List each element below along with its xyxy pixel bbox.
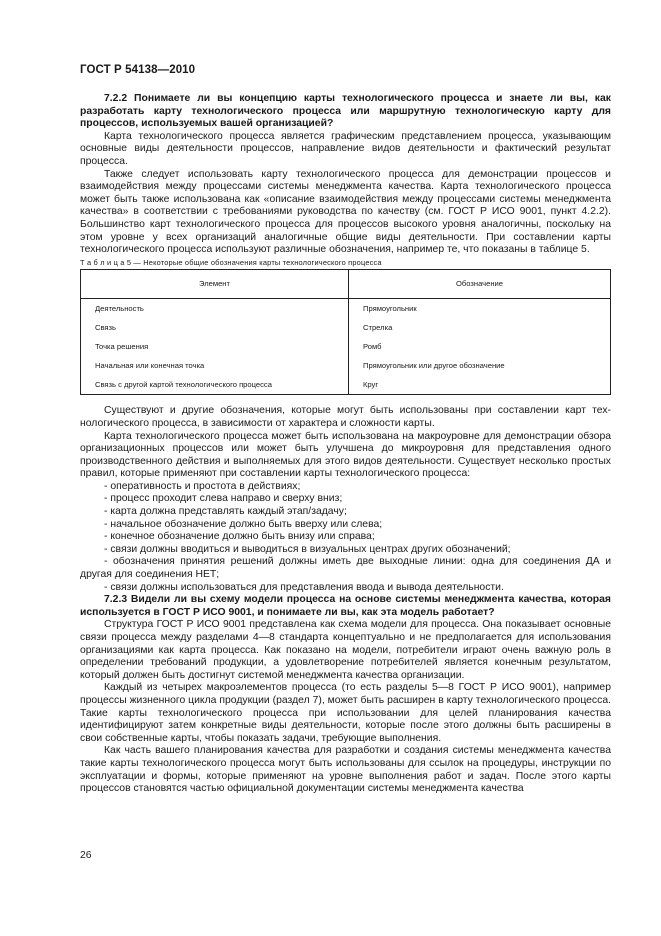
table-row <box>81 375 611 395</box>
paragraph: Карта технологического процесса может быть использована на макроуровне для демонстрации обзора организационных процессов или может быть улучшена до микроуровня для представления одного производственного действия и выполняемых для этого видов деятельности. Существует несколько простых правил, которые применяют при составлении карты технологического процесса: <box>80 430 611 480</box>
list-item: - процесс проходит слева направо и сверху вниз; <box>104 493 343 505</box>
table-row <box>81 318 611 337</box>
symbols-table <box>80 269 611 395</box>
page-number: 26 <box>80 850 92 861</box>
table-caption: Т а б л и ц а 5 — Некоторые общие обозначения карты технологического процесса <box>80 257 382 267</box>
list-item: - конечное обозначение должно быть внизу или справа; <box>104 531 375 543</box>
table-row <box>81 299 611 319</box>
paragraph: Как часть вашего планирования качества для разработки и создания системы менеджмента качества такие карты технологического процесса могут быть использованы для ссылок на процедуры, инструкции по эксплуатации и формы, которые применяют на уровне выполнения работ и задач. После этого карты процессов становятся частью официальной документации системы менеджмента качества <box>80 745 611 795</box>
paragraph: Каждый из четырех макроэлементов процесса (то есть разделы 5—8 ГОСТ Р ИСО 9001), например процессы жизненного цикла продукции (раздел 7), может быть расширен в карту технологического процесса. Такие карты технологического процесса при использовании для целей планирования качества идентифицируют затем конкретные виды деятельности, которые после этого должны быть расширены в свои собственные карты, чтобы показать задачи, требующие выполнения. <box>80 682 611 744</box>
list-item: - обозначения принятия решений должны иметь две выходные линии: одна для соединения ДА и другая для соединения НЕТ; <box>80 556 611 581</box>
paragraph: Карта технологического процесса является графическим представлением процесса, указывающим основные виды деятельности процессов, направление видов деятельности и фактический результат процесса. <box>80 130 611 167</box>
table-cell: Связь <box>81 318 349 337</box>
table-cell: Круг <box>349 375 611 395</box>
paragraph: Существуют и другие обозначения, которые могут быть использованы при составлении карт технологического процесса, в зависимости от характера и сложности карты. <box>80 405 611 429</box>
table-cell: Начальная или конечная точка <box>81 356 349 375</box>
rules-list <box>80 481 611 594</box>
section-7-2-2-heading: 7.2.2 Понимаете ли вы концепцию карты технологического процесса и знаете ли вы, как разработать карту технологического процесса или маршрутную технологическую карту для процессов, используемых вашей организацией? <box>80 93 611 130</box>
table-cell: Прямоугольник <box>349 299 611 319</box>
table-cell: Связь с другой картой технологического процесса <box>81 375 349 395</box>
table-cell: Точка решения <box>81 337 349 356</box>
table-row <box>81 337 611 356</box>
document-header: ГОСТ Р 54138—2010 <box>80 64 196 76</box>
table-header-row <box>81 270 611 299</box>
table-cell: Ромб <box>349 337 611 356</box>
table-cell: Прямоугольник или другое обозначение <box>349 356 611 375</box>
table-row <box>81 356 611 375</box>
table-cell: Стрелка <box>349 318 611 337</box>
list-item: - оперативность и простота в действиях; <box>104 480 301 492</box>
list-item: - начальное обозначение должно быть вверху или слева; <box>104 518 383 530</box>
paragraph: Структура ГОСТ Р ИСО 9001 представлена как схема модели для процесса. Она показывает основные связи процесса между разделами 4—8 стандарта концептуально и не предполагается для использования организациями как карта процесса. Как показано на модели, потребители играют очень важную роль в определении требований продукции, а удовлетворение потребителей является конечным результатом, который должен быть достигнут системой менеджмента качества организации. <box>80 619 611 681</box>
list-item: - связи должны использоваться для представления ввода и вывода деятельности. <box>104 581 504 593</box>
table-cell: Деятельность <box>81 299 349 319</box>
page-content <box>80 93 611 796</box>
list-item: - карта должна представлять каждый этап/задачу; <box>104 506 347 518</box>
section-7-2-3-heading: 7.2.3 Видели ли вы схему модели процесса на основе системы менеджмента качества, которая используется в ГОСТ Р ИСО 9001, и понимаете ли вы, как эта модель работает? <box>80 594 611 618</box>
column-header-element: Элемент <box>81 270 349 299</box>
list-item: - связи должны вводиться и выводиться в визуальных центрах других обозначений; <box>104 543 511 555</box>
column-header-symbol: Обозначение <box>349 270 611 299</box>
paragraph: Также следует использовать карту технологического процесса для демонстрации процессов и взаимодействия между процессами системы менеджмента качества. Карта технологического процесса может быть также использована как «описание взаимодействия между процессами системы менеджмента качества» в соответствии с требованиями руководства по качеству (см. ГОСТ Р ИСО 9001, пункт 4.2.2). Большинство карт технологического процесса для процессов высокого уровня аналогичны, поскольку на этом уровне у всех организаций аналогичные общие виды деятельности. При составлении карты технологического процесса используют различные обозначения, например те, что показаны в таблице 5. <box>80 168 611 256</box>
